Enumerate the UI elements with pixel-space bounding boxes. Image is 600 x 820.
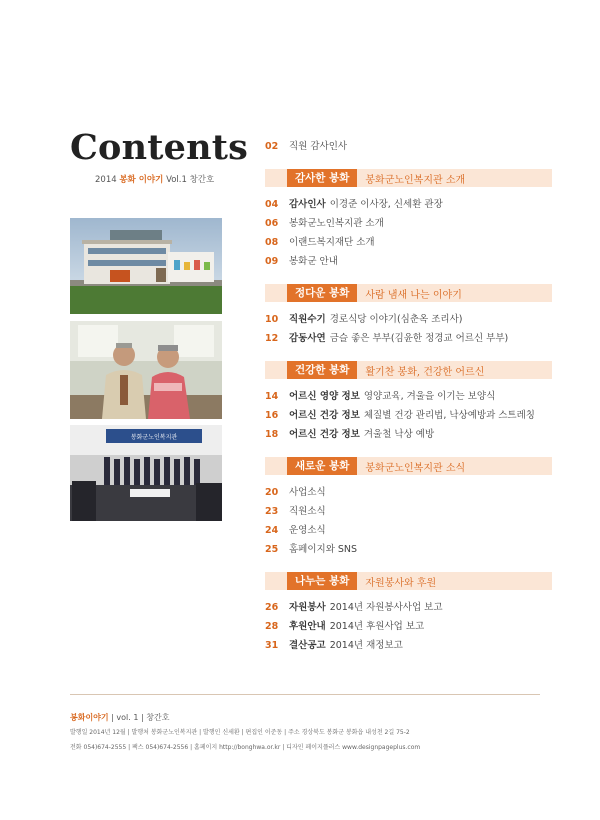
entry-text: 2014년 후원사업 보고 bbox=[329, 621, 425, 632]
entry-text: 겨울철 낙상 예방 bbox=[363, 429, 435, 440]
colophon bbox=[70, 712, 540, 754]
page-number: 10 bbox=[265, 314, 279, 325]
page-number: 04 bbox=[265, 199, 279, 210]
entry-text: 봉화군노인복지관 소개 bbox=[289, 218, 384, 229]
section-subtitle: 자원봉사와 후원 bbox=[365, 577, 437, 589]
toc-row[interactable] bbox=[265, 330, 565, 349]
entry-category: 어르신 건강 정보 bbox=[289, 410, 360, 421]
page-number: 24 bbox=[265, 525, 279, 536]
section-header bbox=[265, 284, 552, 302]
toc-row[interactable] bbox=[265, 618, 565, 637]
section-header bbox=[265, 572, 552, 590]
issue-volume: Vol.1 창간호 bbox=[166, 175, 215, 185]
staff-group-photo bbox=[70, 425, 222, 521]
toc-row[interactable] bbox=[265, 215, 565, 234]
colophon-contact-info: 전화 054)674-2555 | 팩스 054)674-2556 | 홈페이지 http://bonghwa.or.kr | 디자인 페이지플러스 www.designpageplus.com bbox=[70, 744, 421, 751]
entry-category: 자원봉사 bbox=[289, 602, 326, 613]
welfare-center-building-photo bbox=[70, 218, 222, 314]
toc-row[interactable] bbox=[265, 234, 565, 253]
toc-row[interactable] bbox=[265, 484, 565, 503]
section-subtitle: 봉화군노인복지관 소식 bbox=[365, 462, 466, 474]
entry-text: 이랜드복지재단 소개 bbox=[289, 237, 375, 248]
page-number: 12 bbox=[265, 333, 279, 344]
entry-text: 체질별 건강 관리법, 낙상예방과 스트레칭 bbox=[363, 410, 535, 421]
page-number: 28 bbox=[265, 621, 279, 632]
colophon-title bbox=[70, 712, 540, 724]
section-title: 새로운 봉화 bbox=[287, 457, 357, 475]
issue-year: 2014 bbox=[95, 175, 117, 185]
page-number: 23 bbox=[265, 506, 279, 517]
entry-text: 2014년 재정보고 bbox=[329, 640, 403, 651]
entry-text: 사업소식 bbox=[289, 487, 326, 498]
entry-category: 후원안내 bbox=[289, 621, 326, 632]
section-title: 나누는 봉화 bbox=[287, 572, 357, 590]
toc-row[interactable] bbox=[265, 311, 565, 330]
entry-text: 경로식당 이야기(심춘옥 조리사) bbox=[329, 314, 463, 325]
issue-name: 봉화 이야기 bbox=[119, 175, 164, 185]
entry-category: 감사인사 bbox=[289, 199, 326, 210]
toc-row[interactable] bbox=[265, 388, 565, 407]
entry-text: 직원 감사인사 bbox=[289, 141, 348, 152]
section-title: 정다운 봉화 bbox=[287, 284, 357, 302]
section-header bbox=[265, 361, 552, 379]
section-title: 감사한 봉화 bbox=[287, 169, 357, 187]
section-subtitle: 활기찬 봉화, 건강한 어르신 bbox=[365, 366, 485, 378]
page-number: 18 bbox=[265, 429, 279, 440]
toc-row[interactable] bbox=[265, 407, 565, 426]
page-number: 02 bbox=[265, 141, 279, 152]
entry-category: 감동사연 bbox=[289, 333, 326, 344]
page-number: 31 bbox=[265, 640, 279, 651]
colophon-publication-info: 발행일 2014년 12월 | 발행처 봉화군노인복지관 | 발행인 신세환 | 편집인 이준동 | 주소 경상북도 봉화군 봉화읍 내성천 2길 75-2 bbox=[70, 729, 410, 736]
page-number: 14 bbox=[265, 391, 279, 402]
page-number: 20 bbox=[265, 487, 279, 498]
toc-sections bbox=[265, 169, 565, 656]
entry-text: 금슬 좋은 부부(김윤한 정경교 어르신 부부) bbox=[329, 333, 509, 344]
toc-row[interactable] bbox=[265, 196, 565, 215]
entry-text: 이경준 이사장, 신세환 관장 bbox=[329, 199, 443, 210]
issue-subtitle bbox=[95, 174, 214, 186]
page-title: Contents bbox=[70, 127, 249, 168]
toc-row[interactable] bbox=[265, 503, 565, 522]
toc-row[interactable] bbox=[265, 253, 565, 272]
page-number: 16 bbox=[265, 410, 279, 421]
elderly-couple-photo bbox=[70, 321, 222, 419]
entry-text: 영양교육, 겨울을 이기는 보양식 bbox=[363, 391, 496, 402]
page-number: 06 bbox=[265, 218, 279, 229]
toc-row[interactable] bbox=[265, 426, 565, 445]
footer-divider bbox=[70, 694, 540, 695]
section-subtitle: 사람 냄새 나는 이야기 bbox=[365, 289, 462, 301]
section-subtitle: 봉화군노인복지관 소개 bbox=[365, 174, 466, 186]
entry-category: 어르신 영양 정보 bbox=[289, 391, 360, 402]
page-number: 25 bbox=[265, 544, 279, 555]
entry-text: 운영소식 bbox=[289, 525, 326, 536]
entry-category: 직원수기 bbox=[289, 314, 326, 325]
entry-category: 결산공고 bbox=[289, 640, 326, 651]
section-title: 건강한 봉화 bbox=[287, 361, 357, 379]
page-number: 09 bbox=[265, 256, 279, 267]
table-of-contents bbox=[265, 138, 565, 656]
section-header bbox=[265, 457, 552, 475]
entry-text: 홈페이지와 SNS bbox=[289, 544, 358, 555]
toc-row[interactable] bbox=[265, 541, 565, 560]
toc-row[interactable] bbox=[265, 637, 565, 656]
entry-text: 직원소식 bbox=[289, 506, 326, 517]
section-header bbox=[265, 169, 552, 187]
colophon-issue: | vol. 1 | 창간호 bbox=[111, 713, 170, 722]
colophon-brand: 봉화이야기 bbox=[70, 713, 109, 722]
toc-intro-row[interactable] bbox=[265, 138, 565, 157]
page-number: 08 bbox=[265, 237, 279, 248]
toc-row[interactable] bbox=[265, 599, 565, 618]
entry-text: 봉화군 안내 bbox=[289, 256, 338, 267]
group-banner-text: 봉화군노인복지관 bbox=[130, 434, 178, 441]
entry-category: 어르신 건강 정보 bbox=[289, 429, 360, 440]
toc-row[interactable] bbox=[265, 522, 565, 541]
page-number: 26 bbox=[265, 602, 279, 613]
entry-text: 2014년 자원봉사사업 보고 bbox=[329, 602, 443, 613]
